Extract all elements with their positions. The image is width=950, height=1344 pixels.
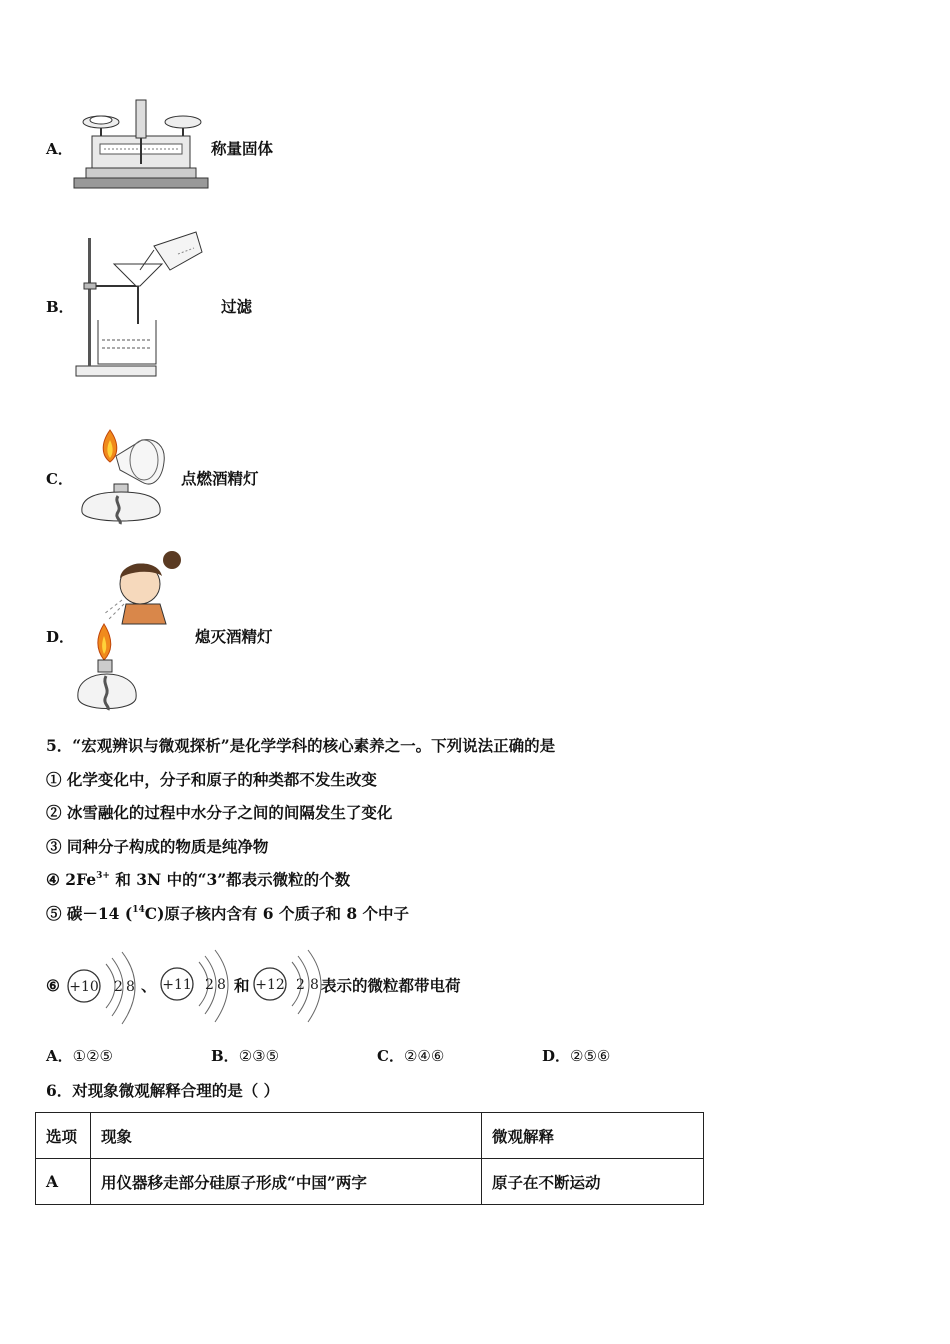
svg-text:8: 8 xyxy=(310,977,319,993)
filtration-apparatus-icon xyxy=(74,228,209,380)
q5-separator-1: 、 xyxy=(141,976,157,995)
option-a-label: 称量固体 xyxy=(211,139,274,158)
atom-structure-diagram xyxy=(159,948,239,1026)
svg-text:+12: +12 xyxy=(255,977,285,993)
q5-choice-d: D．②⑤⑥ xyxy=(542,1047,611,1065)
svg-text:2: 2 xyxy=(296,977,305,993)
atom-structure-diagram xyxy=(66,950,146,1028)
option-a-letter: A． xyxy=(46,140,73,158)
atom-structure-diagram xyxy=(252,948,332,1026)
q5-choice-b: B．②③⑤ xyxy=(211,1047,280,1065)
svg-text:2: 2 xyxy=(114,979,123,995)
table-header-row xyxy=(36,1113,704,1159)
balance-scale-icon xyxy=(70,98,210,190)
q5-choice-c: C．②④⑥ xyxy=(377,1047,445,1065)
lighting-alcohol-lamp-icon xyxy=(70,426,175,530)
q5-stem: 5．“宏观辨识与微观探析”是化学学科的核心素养之一。下列说法正确的是 xyxy=(46,736,556,755)
q5-separator-2: 和 xyxy=(234,976,250,995)
table-cell: 原子在不断运动 xyxy=(482,1159,704,1205)
q6-stem: 6．对现象微观解释合理的是（ ） xyxy=(46,1081,280,1100)
svg-text:+11: +11 xyxy=(162,977,192,993)
svg-text:8: 8 xyxy=(126,979,135,995)
svg-text:+10: +10 xyxy=(69,979,99,995)
q5-statement-1: ① 化学变化中，分子和原子的种类都不发生改变 xyxy=(46,770,377,789)
table-row xyxy=(36,1159,704,1205)
q5-choice-a: A．①②⑤ xyxy=(46,1047,113,1065)
svg-text:2: 2 xyxy=(205,977,214,993)
q6-table xyxy=(35,1112,704,1205)
table-cell: A xyxy=(36,1159,91,1205)
option-d-label: 熄灭酒精灯 xyxy=(195,627,273,646)
table-header-cell: 选项 xyxy=(36,1113,91,1159)
option-b-letter: B． xyxy=(46,298,74,316)
table-header-cell: 微观解释 xyxy=(482,1113,704,1159)
table-header-cell: 现象 xyxy=(91,1113,482,1159)
option-b-label: 过滤 xyxy=(221,297,253,316)
option-c-label: 点燃酒精灯 xyxy=(181,469,259,488)
table-cell: 用仪器移走部分硅原子形成“中国”两字 xyxy=(91,1159,482,1205)
q5-statement-4: ④ $2Fe^{3+}$ 和 3N 中的“3”都表示微粒的个数 xyxy=(46,870,351,889)
q5-statement-2: ② 冰雪融化的过程中水分子之间的间隔发生了变化 xyxy=(46,803,393,822)
q5-statement-6-text: 表示的微粒都带电荷 xyxy=(321,976,461,995)
q5-statement-5: ⑤ 碳－14 ($^{14}$C)原子核内含有 6 个质子和 8 个中子 xyxy=(46,904,410,923)
q5-statement-6-mark: ⑥ xyxy=(46,976,60,995)
q5-statement-3: ③ 同种分子构成的物质是纯净物 xyxy=(46,837,269,856)
option-d-letter: D． xyxy=(46,628,75,646)
blowing-out-alcohol-lamp-icon xyxy=(74,548,194,716)
svg-text:8: 8 xyxy=(217,977,226,993)
option-c-letter: C． xyxy=(46,470,73,488)
